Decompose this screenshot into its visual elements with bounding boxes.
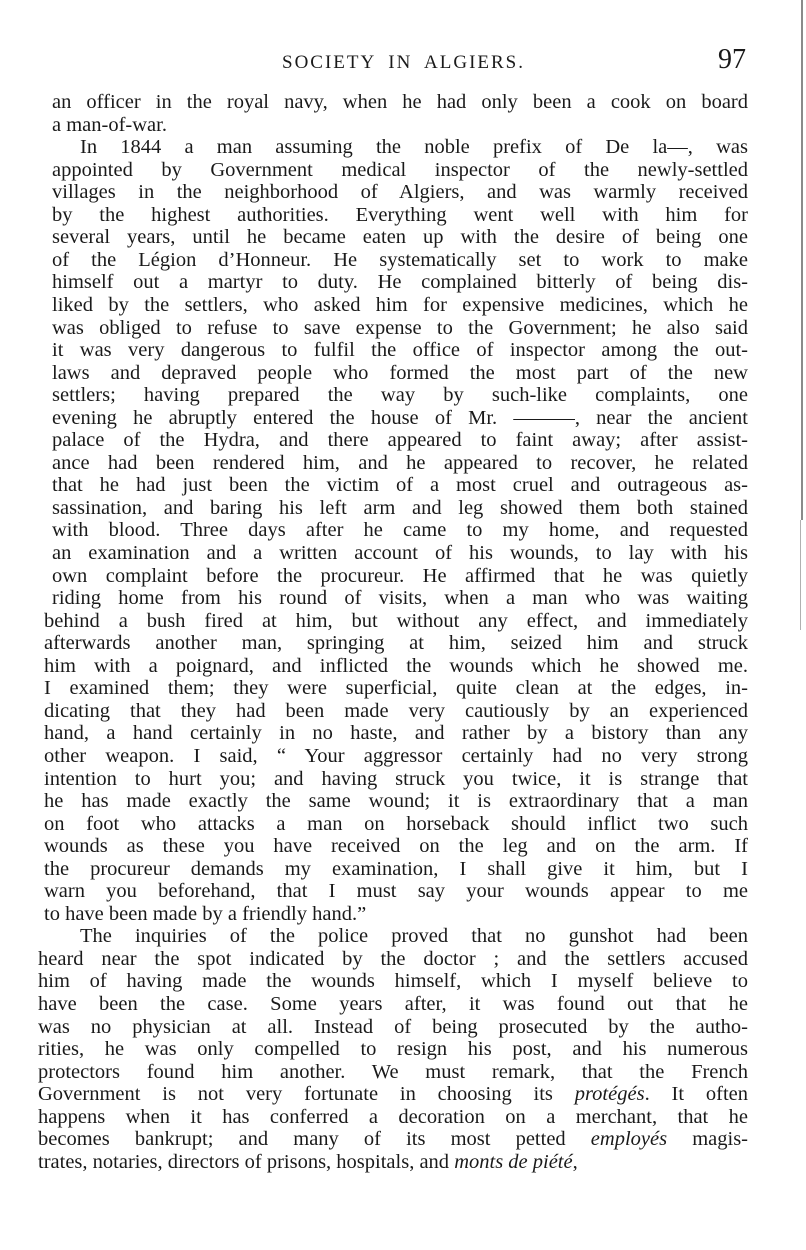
- text-line: intention to hurt you; and having struck you twice, it is strange that: [44, 767, 748, 790]
- text-line: dicating that they had been made very cautiously by an experienced: [44, 699, 748, 722]
- text-line: an examination and a written account of his wounds, to lay with his: [52, 542, 748, 564]
- text-line: evening he abruptly entered the house of Mr. ———, near the ancient: [52, 406, 748, 429]
- text-line: The inquiries of the police proved that no gunshot had been: [80, 925, 748, 948]
- text-line: to have been made by a friendly hand.”: [44, 902, 367, 925]
- text-line: appointed by Government medical inspector of the newly-settled: [52, 158, 748, 181]
- text-line: it was very dangerous to fulfil the office of inspector among the out-: [52, 339, 748, 362]
- text-line: sassination, and baring his left arm and leg showed them both stained: [52, 496, 748, 519]
- text-line: that he had just been the victim of a most cruel and outrageous as-: [52, 474, 748, 497]
- text-line: liked by the settlers, who asked him for expensive medicines, which he: [52, 293, 748, 316]
- text-line: warn you beforehand, that I must say your wounds appear to me: [44, 880, 748, 903]
- text-line: on foot who attacks a man on horseback should inflict two such: [44, 812, 748, 835]
- text-line: of the Légion d’Honneur. He systematically set to work to make: [52, 248, 748, 271]
- text-line: himself out a martyr to duty. He complained bitterly of being dis-: [52, 271, 748, 294]
- text-line: the procureur demands my examination, I shall give it him, but I: [44, 857, 748, 880]
- text-line: laws and depraved people who formed the most part of the new: [52, 361, 748, 384]
- text-line: riding home from his round of visits, when a man who was waiting: [52, 587, 748, 610]
- text-line: rities, he was only compelled to resign his post, and his numerous: [38, 1038, 748, 1061]
- text-line: with blood. Three days after he came to my home, and requested: [52, 519, 748, 542]
- running-title: SOCIETY IN ALGIERS.: [282, 52, 525, 73]
- text-line: hand, a hand certainly in no haste, and rather by a bistory than any: [44, 722, 748, 745]
- page-number: 97: [718, 44, 746, 75]
- page-header: [0, 44, 806, 84]
- text-line: own complaint before the procureur. He affirmed that he was quietly: [52, 564, 748, 587]
- text-line: afterwards another man, springing at him, seized him and struck: [44, 632, 748, 655]
- text-line: was obliged to refuse to save expense to the Government; he also said: [52, 316, 748, 339]
- text-line: trates, notaries, directors of prisons, hospitals, and monts de piété,: [38, 1150, 578, 1173]
- text-line: In 1844 a man assuming the noble prefix of De la—, was: [80, 136, 748, 159]
- text-line: have been the case. Some years after, it was found out that he: [38, 993, 748, 1015]
- text-line: Government is not very fortunate in choosing its protégés. It often: [38, 1083, 748, 1106]
- text-line: palace of the Hydra, and there appeared to faint away; after assist-: [52, 429, 748, 452]
- text-line: him with a poignard, and inflicted the wounds which he showed me.: [44, 654, 748, 677]
- text-line: I examined them; they were superficial, quite clean at the edges, in-: [44, 677, 748, 700]
- text-line: heard near the spot indicated by the doctor ; and the settlers accused: [38, 947, 748, 970]
- text-line: ance had been rendered him, and he appeared to recover, he related: [52, 451, 748, 474]
- text-line: him of having made the wounds himself, which I myself believe to: [38, 970, 748, 993]
- text-line: behind a bush fired at him, but without any effect, and immediately: [44, 609, 748, 632]
- text-line: happens when it has conferred a decoration on a merchant, that he: [38, 1105, 748, 1128]
- text-line: he has made exactly the same wound; it is extraordinary that a man: [44, 790, 748, 813]
- text-line: other weapon. I said, “ Your aggressor certainly had no very strong: [44, 744, 748, 767]
- text-line: several years, until he became eaten up with the desire of being one: [52, 226, 748, 249]
- text-line: settlers; having prepared the way by such-like complaints, one: [52, 384, 748, 407]
- text-line: was no physician at all. Instead of being prosecuted by the autho-: [38, 1015, 748, 1038]
- text-line: by the highest authorities. Everything went well with him for: [52, 203, 748, 226]
- page-edge-rule-lower: [800, 520, 801, 630]
- text-line: wounds as these you have received on the leg and on the arm. If: [44, 835, 748, 858]
- text-line: villages in the neighborhood of Algiers, and was warmly received: [52, 181, 748, 204]
- text-line: an officer in the royal navy, when he had only been a cook on board: [52, 91, 748, 113]
- text-line: protectors found him another. We must remark, that the French: [38, 1060, 748, 1083]
- text-line: a man-of-war.: [52, 113, 167, 136]
- text-line: becomes bankrupt; and many of its most petted employés magis-: [38, 1128, 748, 1151]
